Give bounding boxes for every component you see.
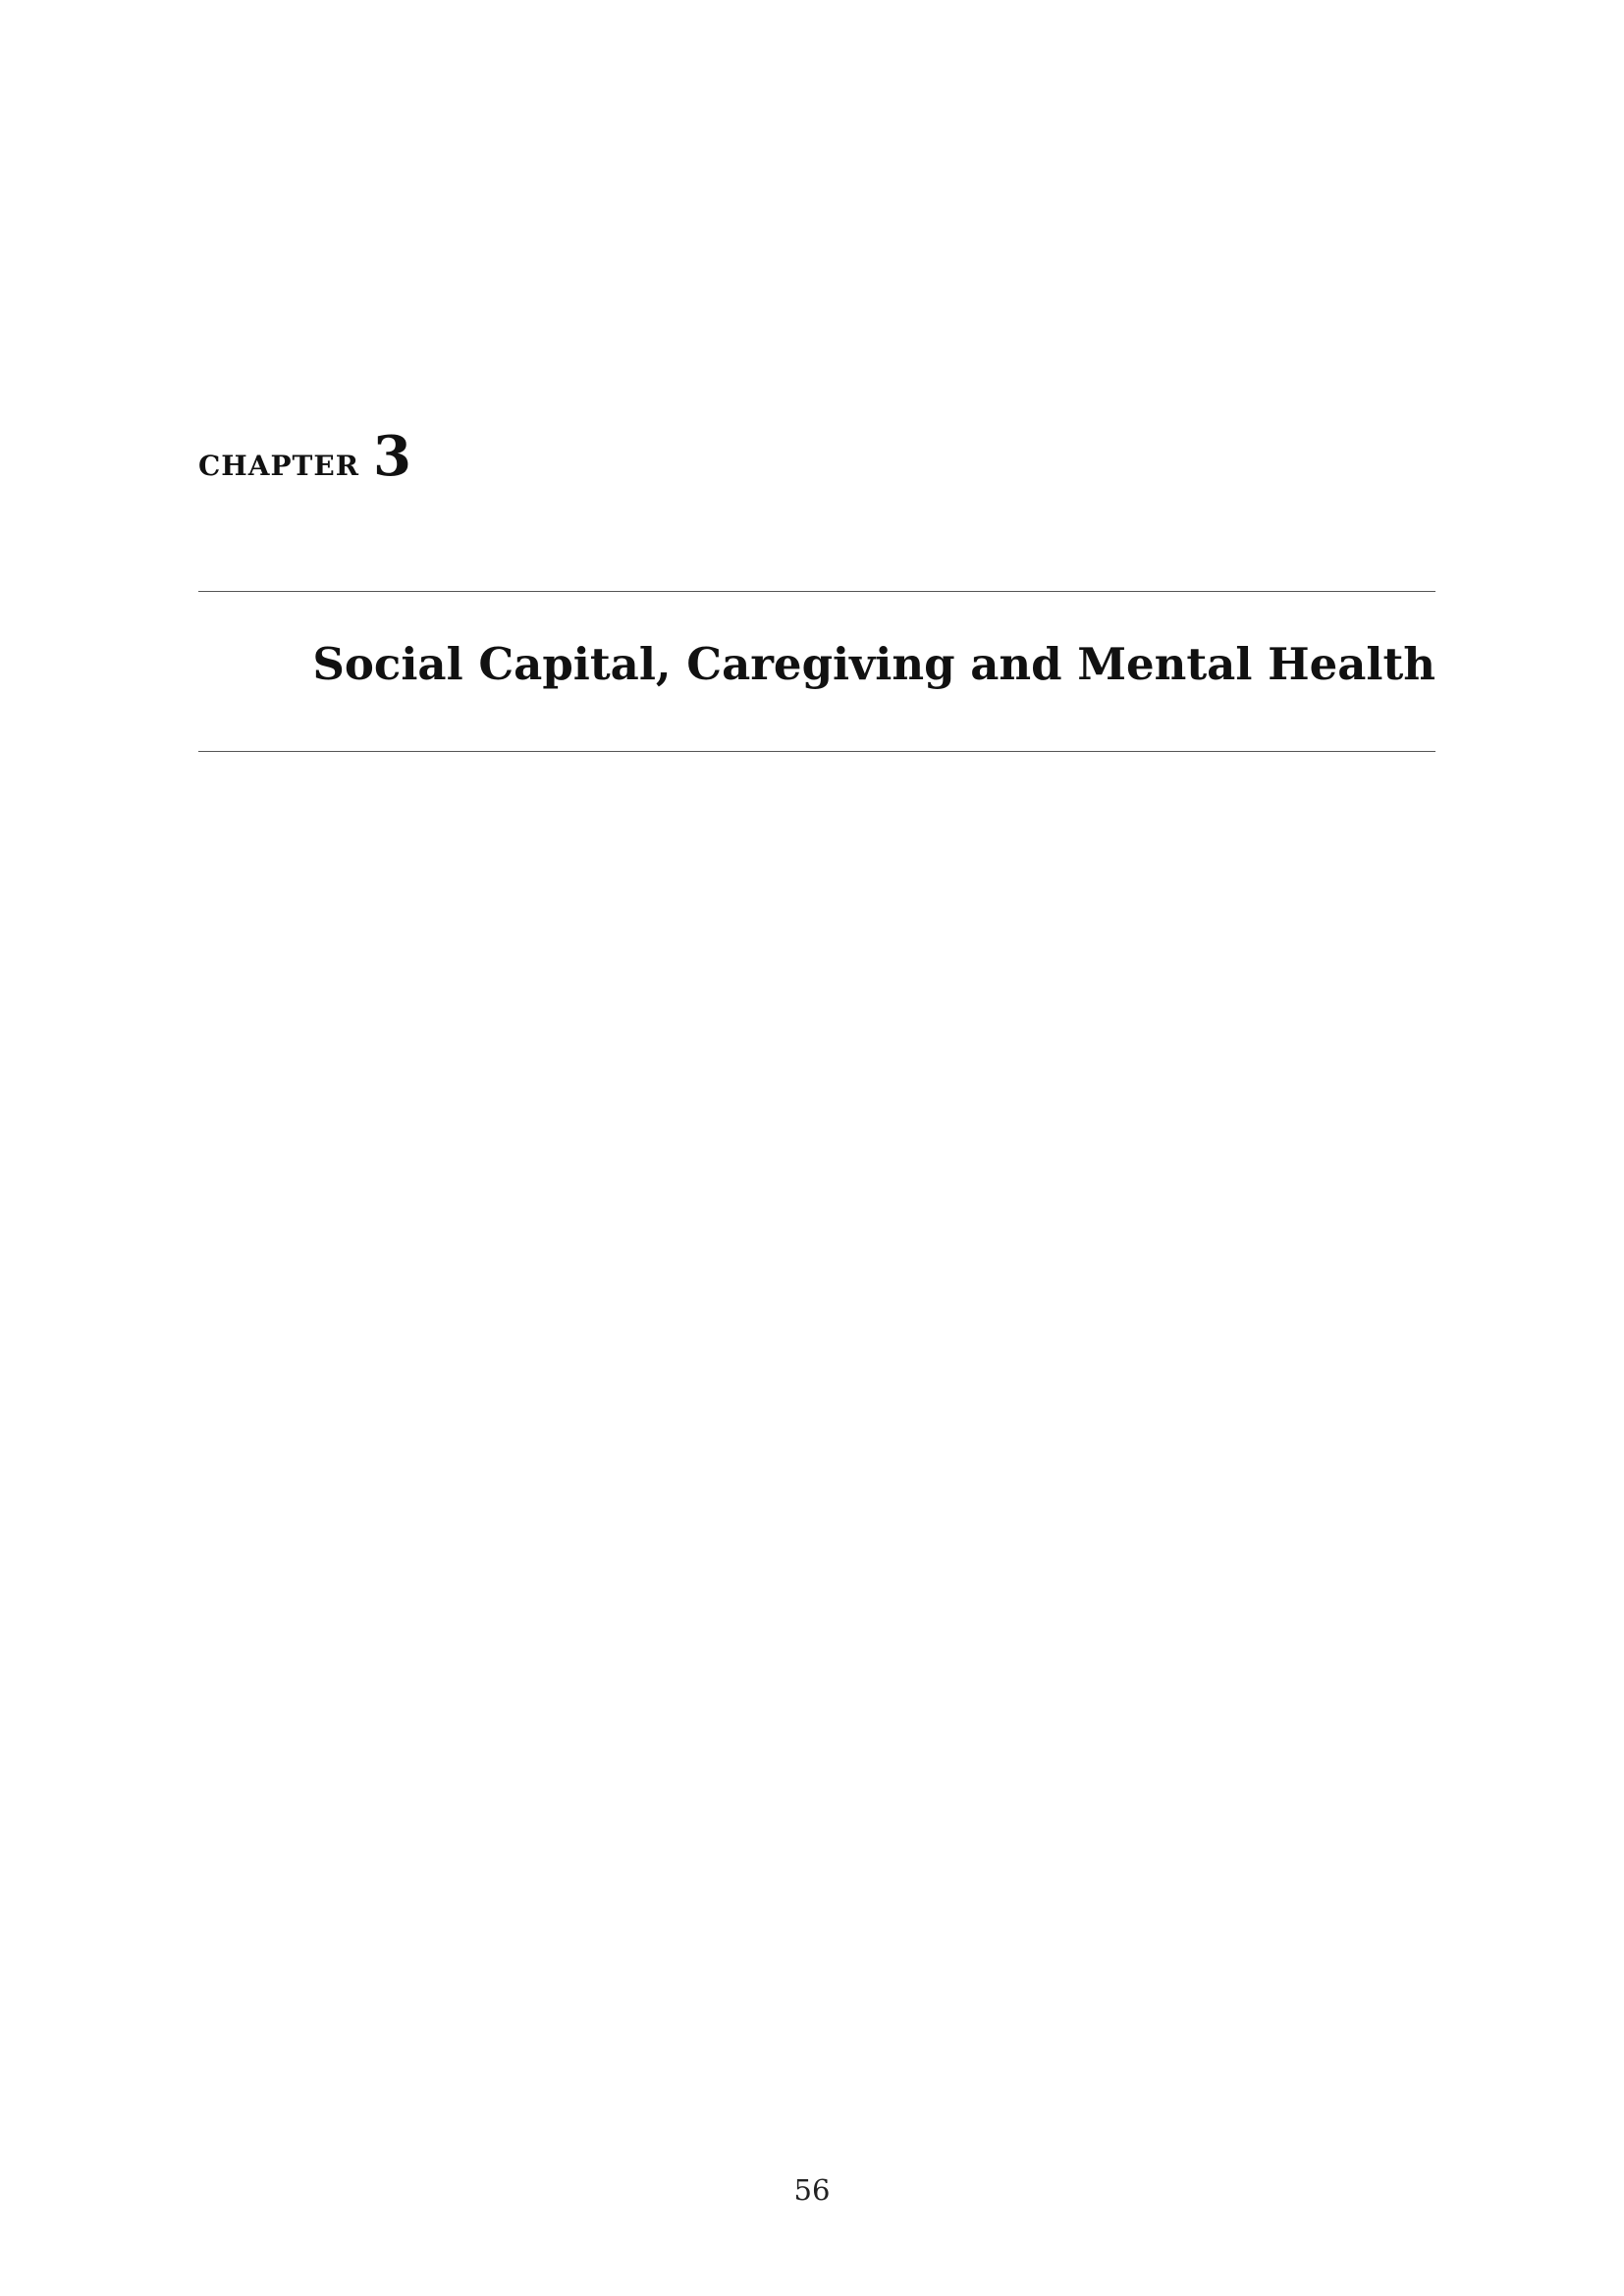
page-number: 56 [793, 2173, 831, 2207]
chapter-label: chapter [198, 439, 359, 485]
chapter-title: Social Capital, Caregiving and Mental Health [312, 638, 1435, 690]
top-horizontal-rule [198, 591, 1435, 592]
chapter-number: 3 [372, 424, 411, 489]
bottom-horizontal-rule [198, 751, 1435, 752]
chapter-heading [198, 424, 411, 489]
